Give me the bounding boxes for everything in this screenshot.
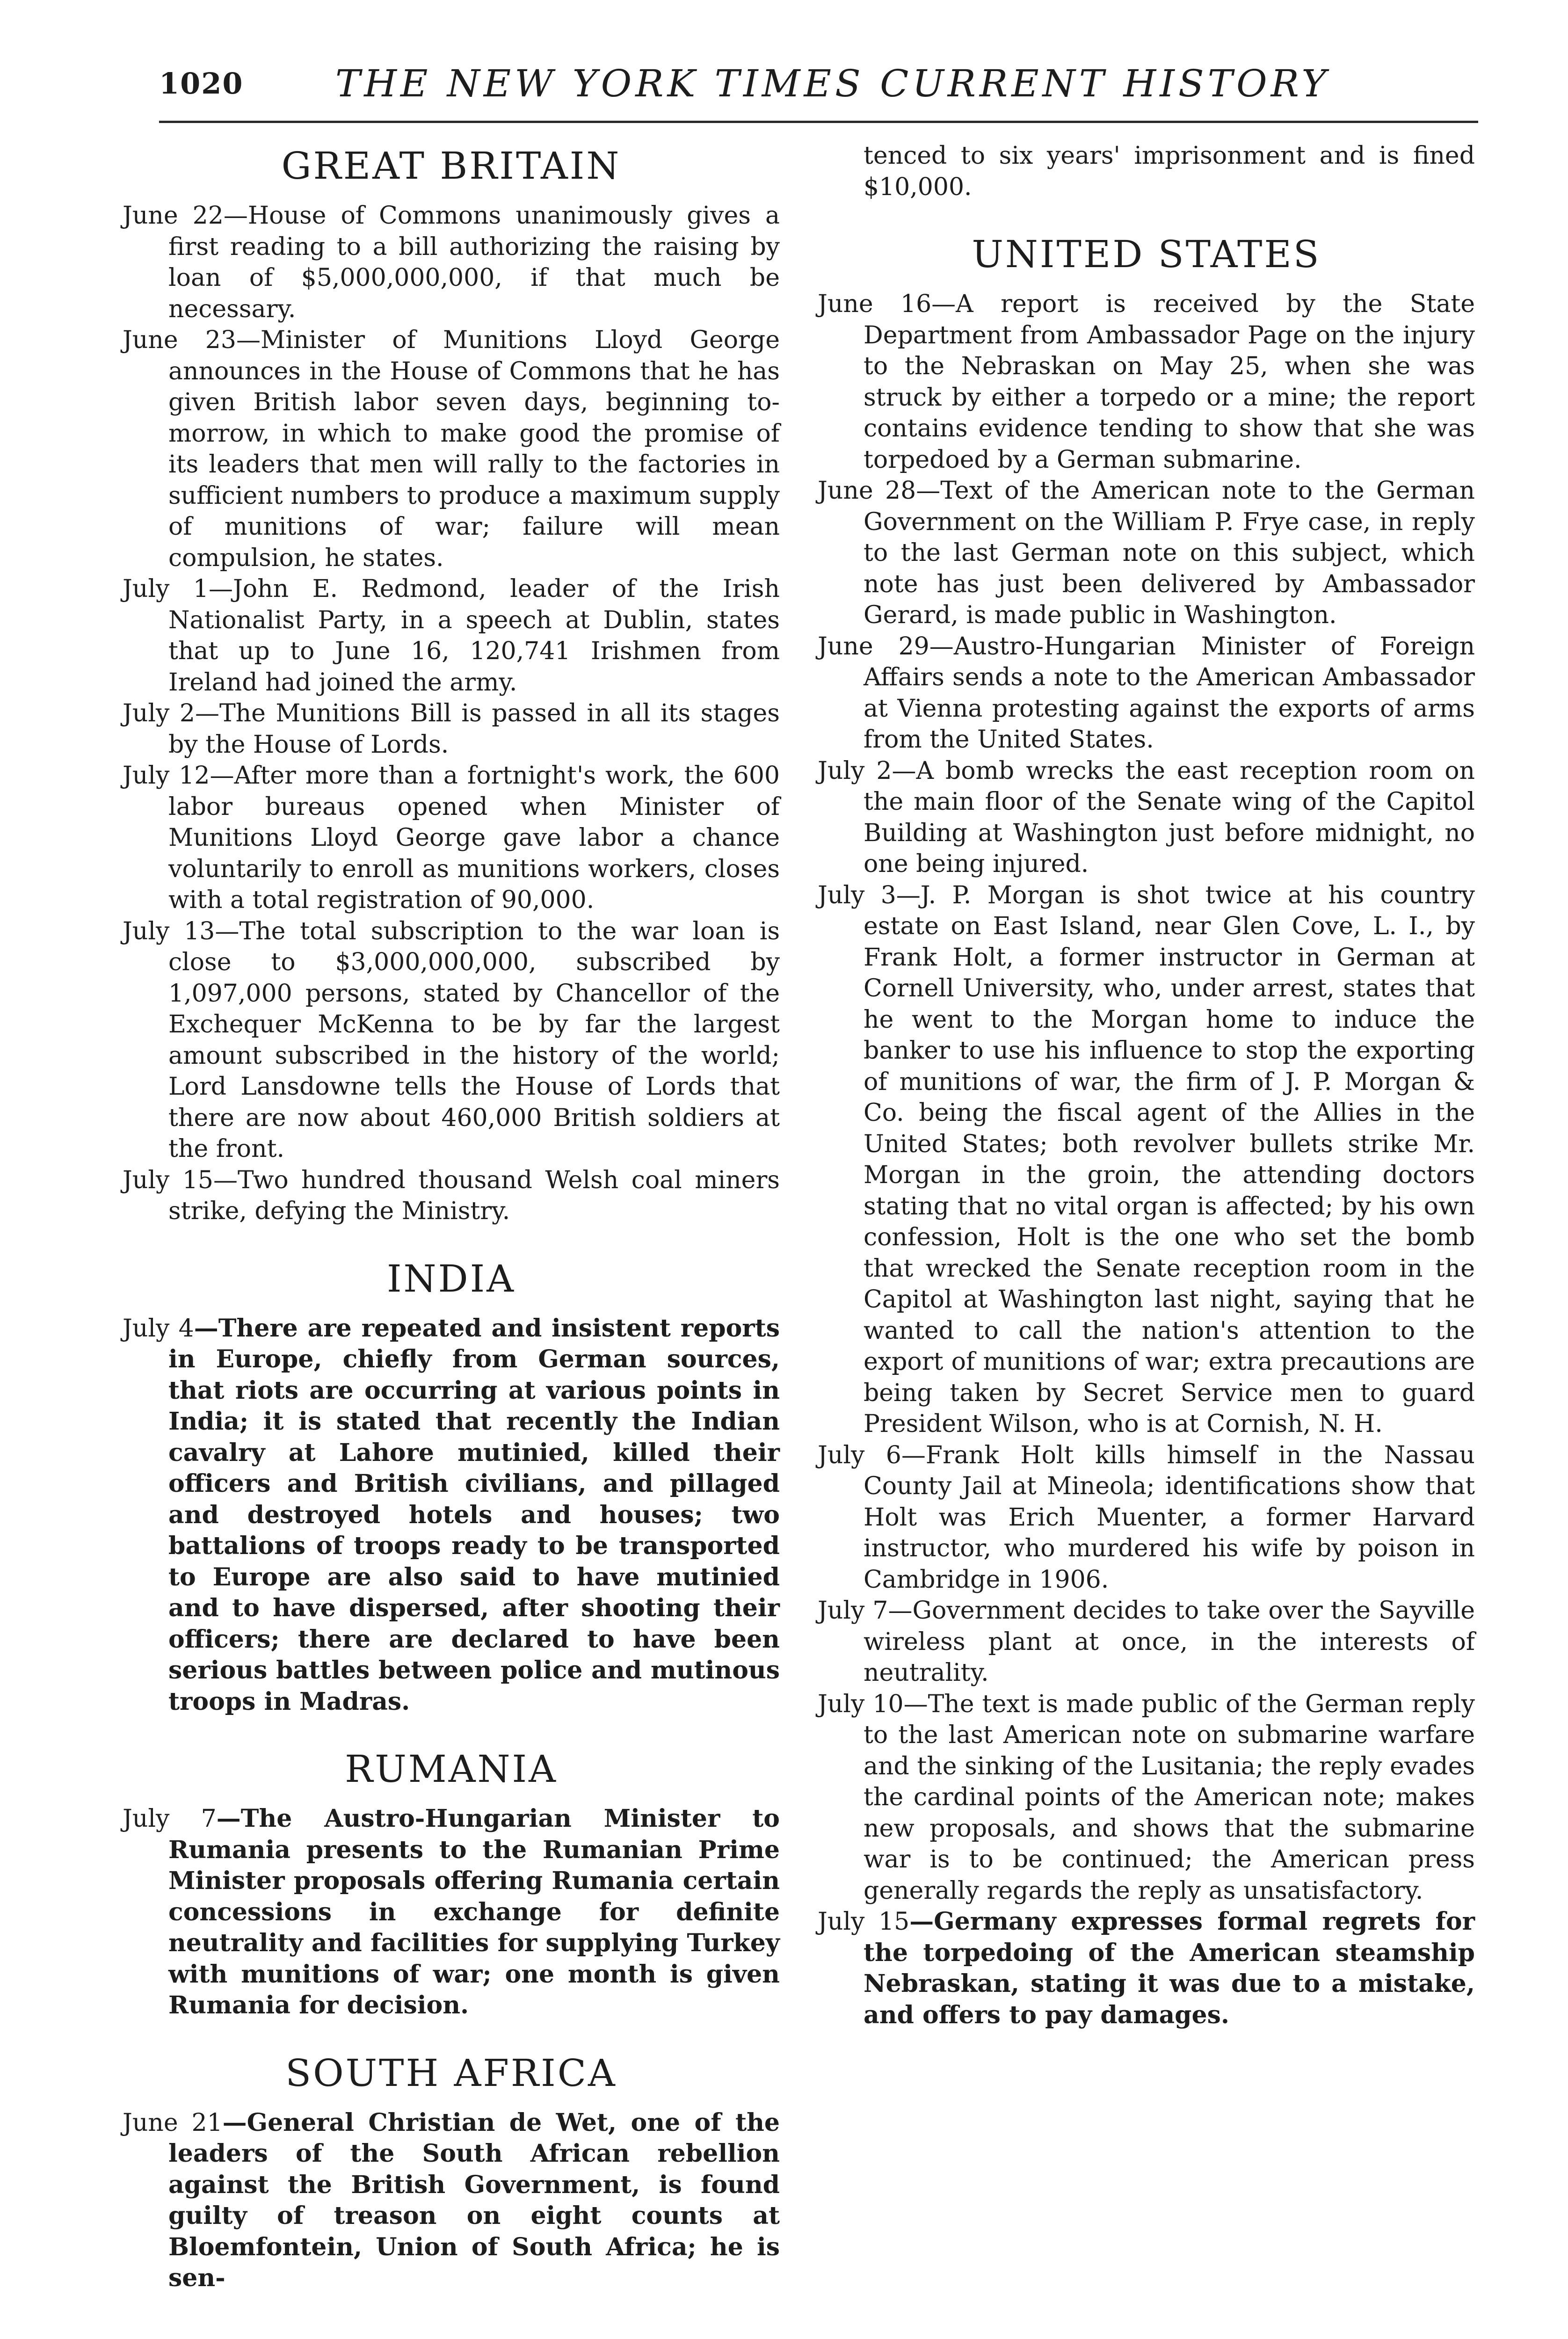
section-heading-rumania: RUMANIA [345,1747,558,1791]
entry-date: July 7 [123,1805,217,1833]
entry-date: July 13 [123,917,215,945]
chronology-entry [123,916,780,1165]
entry-text: —The text is made public of the German reply to the last American note on submarine warfare and the sinking of the Lusitania; the reply evades the cardinal points of the American note; makes new proposals, and shows that the submarine war is to be continued; the American press generally regards the reply as unsatisfactory. [864,1690,1475,1905]
chronology-entry [123,760,780,916]
entry-text: —Text of the American note to the German Government on the William P. Frye case, in reply to the last German note on this subject, which note has just been delivered by Ambassador Gerard, is made public in Washington. [864,477,1475,629]
entry-date: July 7 [818,1597,888,1625]
right-column [818,140,1475,2031]
entry-text: —Frank Holt kills himself in the Nassau County Jail at Mineola; identifications show that Holt was Erich Muenter, a former Harvard instructor, who murdered his wife by poison in Cambridge in 1906. [864,1441,1475,1594]
entry-date: July 15 [818,1908,910,1936]
entry-date: July 10 [818,1690,904,1718]
entry-date: June 28 [818,477,916,505]
page-number: 1020 [159,66,244,101]
entry-date: July 15 [123,1166,213,1194]
chronology-entry [818,475,1475,631]
chronology-entry [123,698,780,760]
running-head [159,62,1478,113]
chronology-entry [818,1689,1475,1907]
entry-date: June 16 [818,290,932,318]
chronology-entry [123,1165,780,1227]
entry-date: July 3 [818,881,896,909]
entry-text: —A report is received by the State Department from Ambassador Page on the injury to the Nebraskan on May 25, when she was struck by either a torpedo or a mine; the report contains evidence tending to show that she was torpedoed by a German submarine. [864,290,1475,474]
entry-text: —General Christian de Wet, one of the leaders of the South African rebellion against the British Government, is found guilty of treason on eight counts at Bloemfontein, Union of South Africa; he is sen- [168,2108,780,2292]
entry-text: —The Munitions Bill is passed in all its stages by the House of Lords. [168,699,780,759]
chronology-entry [123,1803,780,2021]
section-heading-india: INDIA [386,1257,516,1300]
entry-text: —Two hundred thousand Welsh coal miners strike, defying the Ministry. [168,1166,780,1225]
chronology-entry [123,574,780,698]
continued-text: tenced to six years' imprisonment and is fined $10,000. [864,142,1475,201]
chronology-entry [123,200,780,325]
entry-date: July 1 [123,575,209,603]
chronology-entry [818,880,1475,1440]
entry-date: June 22 [123,202,224,230]
chronology-entry [123,2107,780,2294]
entry-date: July 12 [123,762,210,790]
chronology-entry [818,1906,1475,2031]
entry-date: June 23 [123,326,236,354]
header-rule [159,121,1478,123]
chronology-entry [818,755,1475,880]
entry-text: —J. P. Morgan is shot twice at his country estate on East Island, near Glen Cove, L. I., by Frank Holt, a former instructor in German at Cornell University, who, under arrest, states that he went to the Morgan home to induce the banker to use his influence to stop the exporting of munitions of war, the firm of J. P. Morgan & Co. being the fiscal agent of the Allies in the United States; both revolver bullets strike Mr. Morgan in the groin, the attending doctors stating that no vital organ is affected; by his own confession, Holt is the one who set the bomb that wrecked the Senate reception room in the Capitol at Washington last night, saying that he wanted to call the nation's attention to the export of munitions of war; extra precautions are being taken by Secret Service men to guard President Wilson, who is at Cornish, N. H. [864,881,1475,1438]
entry-text: —John E. Redmond, leader of the Irish Nationalist Party, in a speech at Dublin, states that up to June 16, 120,741 Irishmen from Ireland had joined the army. [168,575,780,697]
entry-date: June 29 [818,632,929,661]
entry-date: July 6 [818,1441,901,1469]
entry-text: —A bomb wrecks the east reception room on the main floor of the Senate wing of the Capitol Building at Washington just before midnight, no one being injured. [864,756,1475,878]
entry-text: —House of Commons unanimously gives a first reading to a bill authorizing the raising by loan of $5,000,000,000, if that much be necessary. [168,202,780,323]
entry-date: June 21 [123,2108,223,2137]
entry-date: July 2 [818,756,892,785]
entry-text: —Germany expresses formal regrets for the torpedoing of the American steamship Nebraskan, stating it was due to a mistake, and offers to pay damages. [864,1907,1475,2029]
chronology-entry [123,1313,780,1718]
section-heading-south-africa: SOUTH AFRICA [285,2051,617,2095]
chronology-entry [123,325,780,574]
entry-text: —There are repeated and insistent reports in Europe, chiefly from German sources, that riots are occurring at various points in India; it is stated that recently the Indian cavalry at Lahore mutinied, killed their officers and British civilians, and pillaged and destroyed hotels and houses; two battalions of troops ready to be transported to Europe are also said to have mutinied and to have dispersed, after shooting their officers; there are declared to have been serious battles between police and mutinous troops in Madras. [168,1314,780,1716]
entry-text: —After more than a fortnight's work, the 600 labor bureaus opened when Minister of Munitions Lloyd George gave labor a chance voluntarily to enroll as munitions workers, closes with a total registration of 90,000. [168,762,780,914]
entry-date: July 4 [123,1314,194,1343]
entry-text: —The Austro-Hungarian Minister to Rumania presents to the Rumanian Prime Minister proposals offering Rumania certain concessions in exchange for definite neutrality and facilities for supplying Turkey with munitions of war; one month is given Rumania for decision. [168,1804,780,2019]
chronology-entry [818,1595,1475,1689]
entry-text: —Austro-Hungarian Minister of Foreign Affairs sends a note to the American Ambassador at Vienna protesting against the exports of arms from the United States. [864,632,1475,754]
chronology-entry [818,289,1475,475]
left-column [123,140,780,2294]
running-title: THE NEW YORK TIMES CURRENT HISTORY [335,62,1330,105]
entry-text: —Government decides to take over the Sayville wireless plant at once, in the interests of neutrality. [864,1597,1475,1687]
chronology-entry [818,631,1475,755]
section-heading-united-states: UNITED STATES [972,232,1321,276]
entry-date: July 2 [123,699,195,727]
entry-text: —Minister of Munitions Lloyd George announces in the House of Commons that he has given British labor seven days, beginning to-morrow, in which to make good the promise of its leaders that men will rally to the factories in sufficient numbers to produce a maximum supply of munitions of war; failure will mean compulsion, he states. [168,326,780,572]
chronology-entry [818,1440,1475,1596]
entry-text: —The total subscription to the war loan is close to $3,000,000,000, subscribed by 1,097,000 persons, stated by Chancellor of the Exchequer McKenna to be by far the largest amount subscribed in the history of the world; Lord Lansdowne tells the House of Lords that there are now about 460,000 British soldiers at the front. [168,917,780,1163]
section-heading-great-britain: GREAT BRITAIN [281,144,621,188]
